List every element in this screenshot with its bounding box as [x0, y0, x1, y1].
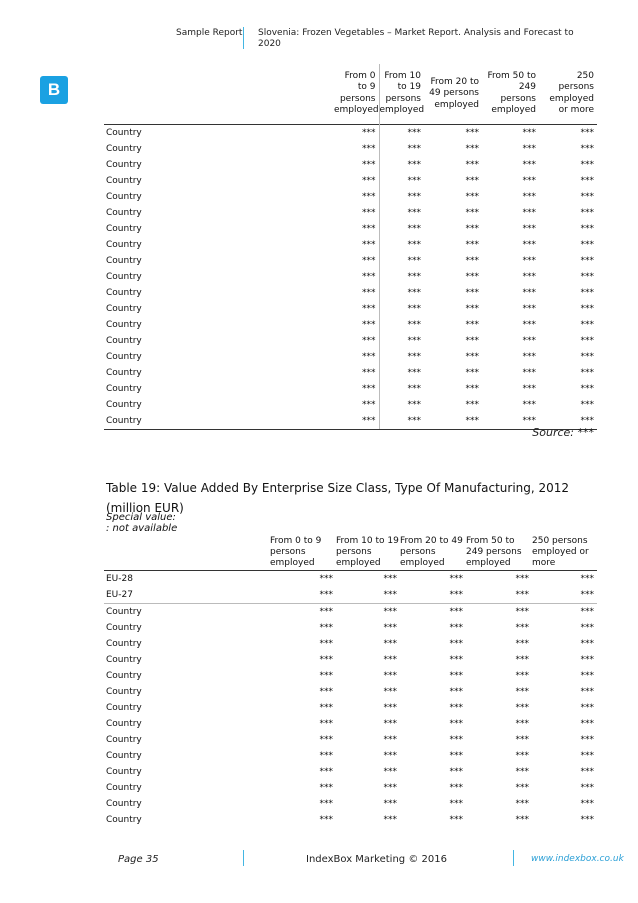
- table-cell: ***: [522, 207, 536, 218]
- table-row: [104, 253, 597, 269]
- special-value-legend: : not available: [106, 523, 178, 534]
- table-cell: ***: [319, 687, 333, 697]
- table-cell: ***: [379, 173, 424, 189]
- table-row: [104, 221, 597, 237]
- table-cell: ***: [362, 399, 376, 410]
- table-cell: ***: [379, 205, 424, 221]
- table-cell: ***: [383, 703, 397, 713]
- indexbox-logo-icon: [40, 76, 68, 104]
- table-cell: ***: [522, 367, 536, 378]
- table-cell: ***: [515, 574, 529, 584]
- table-cell: ***: [522, 159, 536, 170]
- row-label: Country: [106, 303, 142, 314]
- table-cell: ***: [362, 383, 376, 394]
- table-cell: ***: [580, 255, 594, 266]
- column-header: From 50 to 249 persons employed: [466, 536, 522, 568]
- table-cell: ***: [515, 799, 529, 809]
- table-cell: ***: [319, 767, 333, 777]
- table-row: [104, 700, 597, 716]
- table-row: [104, 285, 597, 301]
- table-cell: ***: [319, 751, 333, 761]
- table-cell: ***: [522, 287, 536, 298]
- table-cell: ***: [465, 175, 479, 186]
- row-label: Country: [106, 607, 142, 617]
- table-cell: ***: [334, 413, 379, 430]
- table-cell: ***: [362, 255, 376, 266]
- table-cell: ***: [270, 587, 336, 604]
- table-cell: ***: [379, 285, 424, 301]
- table-header-row: [104, 64, 597, 124]
- table-cell: ***: [580, 799, 594, 809]
- table-cell: ***: [383, 799, 397, 809]
- table-cell: ***: [319, 719, 333, 729]
- row-label: Country: [106, 767, 142, 777]
- logo-letter: B: [47, 80, 61, 99]
- column-header: From 10 to 19 persons employed: [379, 64, 424, 124]
- table-cell: ***: [362, 127, 376, 138]
- table-cell: ***: [319, 783, 333, 793]
- row-label: Country: [106, 159, 142, 170]
- table-cell: ***: [362, 303, 376, 314]
- table-row: [104, 124, 597, 141]
- table-cell: ***: [383, 655, 397, 665]
- table-row: [104, 684, 597, 700]
- table-cell: ***: [465, 127, 479, 138]
- table-cell: ***: [580, 335, 594, 346]
- table-cell: ***: [383, 783, 397, 793]
- column-header: From 20 to 49 persons employed: [400, 536, 463, 568]
- row-label: Country: [106, 351, 142, 362]
- table-title: Table 19: Value Added By Enterprise Size Class, Type Of Manufacturing, 2012 (million EUR): [106, 481, 570, 515]
- table-cell: ***: [383, 767, 397, 777]
- row-label: Country: [106, 751, 142, 761]
- table-row: [104, 620, 597, 636]
- table-row: [104, 796, 597, 812]
- table-cell: ***: [379, 189, 424, 205]
- row-label: Country: [106, 799, 142, 809]
- table-cell: ***: [379, 317, 424, 333]
- table-cell: ***: [465, 159, 479, 170]
- table-cell: ***: [580, 783, 594, 793]
- row-label: Country: [106, 223, 142, 234]
- table-cell: ***: [522, 399, 536, 410]
- table-cell: ***: [383, 719, 397, 729]
- table-cell: ***: [362, 207, 376, 218]
- table-cell: ***: [580, 735, 594, 745]
- table-cell: ***: [319, 607, 333, 617]
- row-label: Country: [106, 143, 142, 154]
- table-cell: ***: [580, 767, 594, 777]
- table-cell: ***: [465, 287, 479, 298]
- table-cell: ***: [580, 383, 594, 394]
- table-cell: ***: [449, 703, 463, 713]
- table-cell: ***: [465, 255, 479, 266]
- table-cell: ***: [515, 815, 529, 825]
- row-label: Country: [106, 703, 142, 713]
- table-cell: ***: [532, 587, 597, 604]
- table-cell: ***: [336, 587, 400, 604]
- employment-table: [104, 64, 597, 430]
- column-header: From 10 to 19 persons employed: [336, 536, 399, 568]
- table-cell: ***: [362, 223, 376, 234]
- table-cell: ***: [580, 175, 594, 186]
- table-cell: ***: [449, 735, 463, 745]
- table-cell: ***: [383, 687, 397, 697]
- table-cell: ***: [465, 351, 479, 362]
- row-label: Country: [106, 655, 142, 665]
- row-label: Country: [106, 191, 142, 202]
- table-row: [104, 237, 597, 253]
- table-cell: ***: [580, 239, 594, 250]
- table-row: [104, 732, 597, 748]
- table-row: [104, 365, 597, 381]
- table-cell: ***: [580, 191, 594, 202]
- table-cell: ***: [580, 271, 594, 282]
- footer-copyright: IndexBox Marketing © 2016: [306, 854, 447, 865]
- table-cell: ***: [319, 623, 333, 633]
- table-cell: ***: [466, 587, 532, 604]
- row-label: Country: [106, 383, 142, 394]
- table-header-row: [104, 536, 597, 571]
- footer-website-link[interactable]: www.indexbox.co.uk: [531, 854, 624, 864]
- table-cell: ***: [449, 655, 463, 665]
- table-cell: ***: [449, 671, 463, 681]
- row-label: Country: [106, 639, 142, 649]
- table-cell: ***: [319, 735, 333, 745]
- table-cell: ***: [379, 157, 424, 173]
- row-label: Country: [106, 335, 142, 346]
- table-cell: ***: [362, 159, 376, 170]
- table-cell: ***: [580, 655, 594, 665]
- table-cell: ***: [522, 335, 536, 346]
- value-added-table: [104, 536, 597, 828]
- table-cell: ***: [515, 719, 529, 729]
- table-cell: ***: [522, 223, 536, 234]
- header-report-title: Slovenia: Frozen Vegetables – Market Report. Analysis and Forecast to 2020: [258, 28, 574, 49]
- table-cell: ***: [449, 607, 463, 617]
- row-label: Country: [106, 175, 142, 186]
- table-cell: ***: [449, 623, 463, 633]
- table-cell: ***: [580, 367, 594, 378]
- table-cell: ***: [319, 574, 333, 584]
- table-cell: ***: [319, 671, 333, 681]
- table-cell: ***: [522, 271, 536, 282]
- table-cell: ***: [424, 413, 482, 430]
- column-header: 250 persons employed or more: [532, 536, 589, 568]
- table-cell: ***: [465, 191, 479, 202]
- table-cell: ***: [465, 319, 479, 330]
- table-row: [104, 269, 597, 285]
- table-cell: ***: [465, 271, 479, 282]
- table-row: [104, 716, 597, 732]
- column-header: From 20 to 49 persons employed: [429, 76, 479, 110]
- table-row: [104, 812, 597, 828]
- table-cell: ***: [362, 191, 376, 202]
- table-cell: ***: [580, 351, 594, 362]
- table-cell: ***: [515, 751, 529, 761]
- table-row: [104, 141, 597, 157]
- table-cell: ***: [580, 687, 594, 697]
- table-cell: ***: [379, 333, 424, 349]
- table-cell: ***: [539, 413, 597, 430]
- table-cell: ***: [383, 623, 397, 633]
- table-cell: ***: [522, 383, 536, 394]
- table-cell: ***: [379, 413, 424, 430]
- table-cell: ***: [580, 719, 594, 729]
- table-cell: ***: [515, 671, 529, 681]
- column-header: From 0 to 9 persons employed: [270, 536, 322, 568]
- table-cell: ***: [379, 381, 424, 397]
- table-cell: ***: [449, 799, 463, 809]
- table-row: [104, 349, 597, 365]
- table-cell: ***: [580, 751, 594, 761]
- row-label: Country: [106, 287, 142, 298]
- table-row: [104, 381, 597, 397]
- table-row: [104, 748, 597, 764]
- row-label: Country: [106, 207, 142, 218]
- table-cell: ***: [383, 607, 397, 617]
- source-note: Source: ***: [532, 426, 594, 439]
- table-cell: ***: [379, 221, 424, 237]
- table-cell: ***: [515, 687, 529, 697]
- table-cell: ***: [580, 671, 594, 681]
- table-cell: ***: [379, 141, 424, 157]
- table-cell: ***: [465, 303, 479, 314]
- column-header: [104, 536, 270, 571]
- table-cell: ***: [580, 223, 594, 234]
- table-cell: ***: [580, 574, 594, 584]
- table-cell: ***: [362, 175, 376, 186]
- table-cell: ***: [379, 301, 424, 317]
- table-cell: ***: [362, 351, 376, 362]
- row-label: Country: [106, 687, 142, 697]
- table-cell: ***: [465, 223, 479, 234]
- table-cell: ***: [580, 703, 594, 713]
- table-cell: ***: [379, 124, 424, 141]
- table-cell: ***: [522, 319, 536, 330]
- table-cell: ***: [515, 703, 529, 713]
- table-cell: ***: [362, 143, 376, 154]
- table-cell: ***: [449, 751, 463, 761]
- table-cell: ***: [580, 319, 594, 330]
- table-cell: ***: [319, 703, 333, 713]
- table-row: [104, 587, 597, 604]
- table-row: [104, 668, 597, 684]
- table-cell: ***: [465, 383, 479, 394]
- table-cell: ***: [379, 349, 424, 365]
- table-cell: ***: [465, 239, 479, 250]
- table-cell: ***: [580, 303, 594, 314]
- table-cell: ***: [465, 143, 479, 154]
- table-cell: ***: [379, 365, 424, 381]
- table-cell: ***: [580, 159, 594, 170]
- table-cell: ***: [515, 767, 529, 777]
- table-cell: ***: [522, 239, 536, 250]
- column-header: From 50 to 249 persons employed: [487, 70, 536, 116]
- table-cell: ***: [580, 207, 594, 218]
- header-divider: [243, 27, 244, 49]
- row-label: Country: [106, 319, 142, 330]
- column-header: From 0 to 9 persons employed: [334, 70, 379, 116]
- table-row: [104, 636, 597, 652]
- table-cell: ***: [383, 751, 397, 761]
- table-cell: ***: [522, 175, 536, 186]
- table-row: [104, 189, 597, 205]
- table-cell: ***: [379, 269, 424, 285]
- table-cell: ***: [449, 815, 463, 825]
- table-cell: ***: [362, 271, 376, 282]
- table-cell: ***: [580, 607, 594, 617]
- row-label: Country: [106, 671, 142, 681]
- table-cell: ***: [383, 735, 397, 745]
- row-label: Country: [106, 623, 142, 633]
- table-cell: ***: [465, 399, 479, 410]
- table-cell: ***: [449, 687, 463, 697]
- table-row: [104, 764, 597, 780]
- row-label: Country: [106, 239, 142, 250]
- table-cell: ***: [522, 143, 536, 154]
- table-cell: ***: [362, 239, 376, 250]
- table-cell: ***: [580, 639, 594, 649]
- table-cell: ***: [379, 237, 424, 253]
- table-cell: ***: [482, 413, 539, 430]
- table-cell: ***: [522, 255, 536, 266]
- page-footer: [0, 850, 638, 870]
- table-cell: ***: [515, 783, 529, 793]
- table-cell: ***: [465, 367, 479, 378]
- footer-divider: [243, 850, 244, 866]
- special-value-note: [106, 512, 177, 534]
- table-cell: ***: [383, 671, 397, 681]
- table-cell: ***: [522, 127, 536, 138]
- table-cell: ***: [465, 335, 479, 346]
- table-row: [104, 333, 597, 349]
- table-row: [104, 173, 597, 189]
- row-label: Country: [106, 815, 142, 825]
- row-label: EU-28: [106, 574, 133, 584]
- table-cell: ***: [319, 639, 333, 649]
- table-cell: ***: [449, 767, 463, 777]
- table-row: [104, 571, 597, 588]
- header-report-label: Sample Report: [176, 28, 243, 38]
- table-cell: ***: [515, 639, 529, 649]
- row-label: Country: [106, 127, 142, 138]
- table-cell: ***: [515, 735, 529, 745]
- table-cell: ***: [449, 574, 463, 584]
- table-row: [104, 652, 597, 668]
- special-value-label: Special value:: [106, 512, 176, 523]
- column-header: [104, 64, 334, 124]
- footer-divider: [513, 850, 514, 866]
- table-cell: ***: [400, 587, 466, 604]
- table-cell: ***: [362, 367, 376, 378]
- table-cell: ***: [580, 815, 594, 825]
- row-label: Country: [106, 719, 142, 729]
- table-cell: ***: [515, 607, 529, 617]
- table-cell: ***: [319, 815, 333, 825]
- row-label: Country: [106, 271, 142, 282]
- table-row: [104, 157, 597, 173]
- row-label: Country: [106, 735, 142, 745]
- table-cell: ***: [319, 799, 333, 809]
- table-cell: ***: [383, 815, 397, 825]
- row-label: Country: [106, 399, 142, 410]
- table-row: [104, 205, 597, 221]
- table-cell: ***: [580, 127, 594, 138]
- table-cell: ***: [522, 303, 536, 314]
- table-cell: ***: [379, 397, 424, 413]
- table-row: [104, 397, 597, 413]
- row-label: Country: [106, 783, 142, 793]
- table-cell: ***: [580, 399, 594, 410]
- table-row: [104, 780, 597, 796]
- table-cell: ***: [580, 623, 594, 633]
- table-cell: ***: [319, 655, 333, 665]
- row-label: Country: [106, 367, 142, 378]
- table-cell: ***: [515, 655, 529, 665]
- table-cell: ***: [362, 287, 376, 298]
- table-row: [104, 317, 597, 333]
- table-cell: ***: [449, 639, 463, 649]
- table-cell: ***: [522, 351, 536, 362]
- table-cell: ***: [515, 623, 529, 633]
- table-cell: ***: [449, 719, 463, 729]
- table-cell: ***: [383, 639, 397, 649]
- table-cell: ***: [379, 253, 424, 269]
- table-cell: ***: [362, 335, 376, 346]
- table-cell: ***: [362, 319, 376, 330]
- column-header: 250 persons employed or more: [549, 70, 594, 116]
- table-row: [104, 604, 597, 621]
- table-cell: ***: [580, 143, 594, 154]
- page-number: Page 35: [118, 854, 159, 865]
- table-cell: ***: [383, 574, 397, 584]
- table-cell: ***: [465, 207, 479, 218]
- page-header: [0, 28, 638, 52]
- table-row: [104, 301, 597, 317]
- table-cell: ***: [522, 191, 536, 202]
- table-cell: ***: [580, 287, 594, 298]
- table-cell: ***: [449, 783, 463, 793]
- row-label: Country: [104, 413, 334, 430]
- row-label: EU-27: [104, 587, 270, 604]
- row-label: Country: [106, 255, 142, 266]
